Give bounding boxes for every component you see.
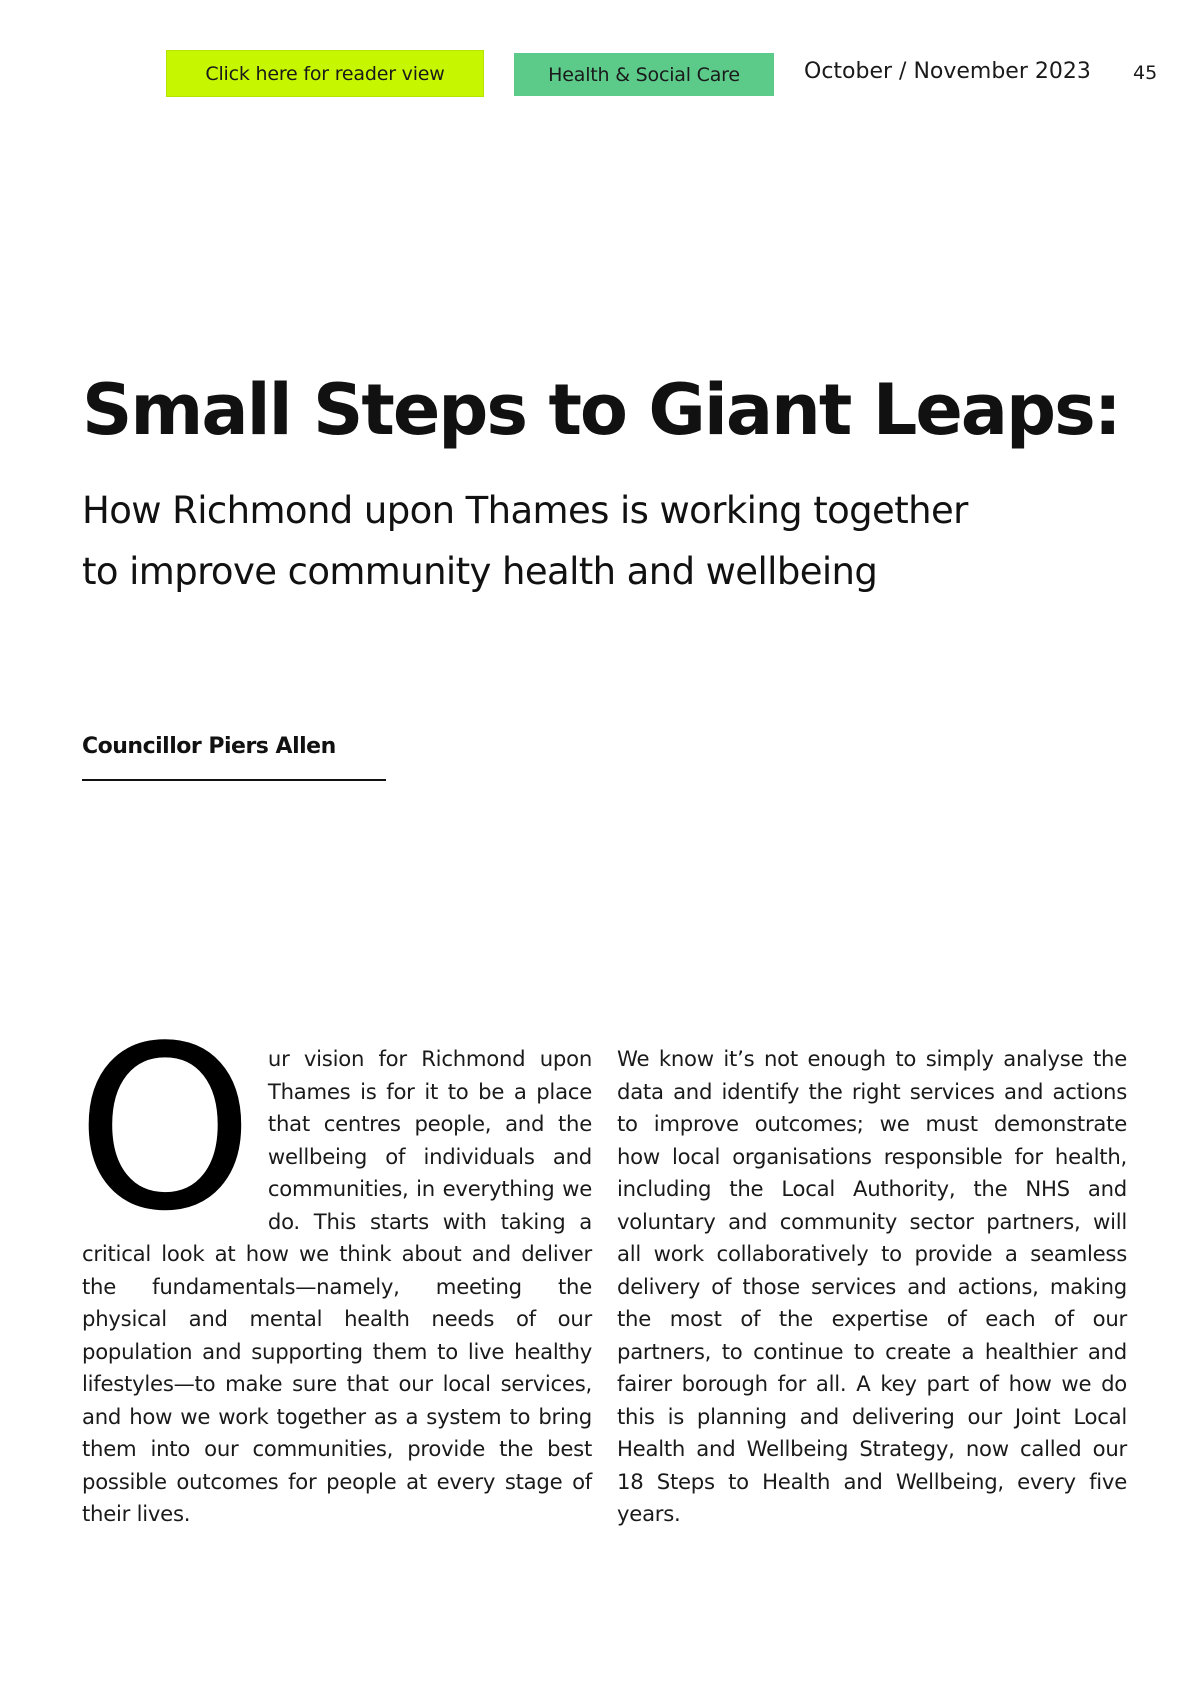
article-paragraph-1 [76, 998, 592, 1531]
article-title: Small Steps to Giant Leaps: [82, 369, 1120, 451]
author-byline: Councillor Piers Allen [82, 734, 336, 759]
page-number: 45 [1133, 62, 1158, 84]
reader-view-button[interactable]: Click here for reader view [166, 50, 484, 97]
article-subtitle [82, 480, 1132, 602]
subtitle-line-2: to improve community health and wellbeing [82, 550, 878, 593]
subtitle-line-1: How Richmond upon Thames is working together [82, 489, 968, 532]
section-badge: Health & Social Care [514, 53, 774, 96]
paragraph-1-text: ur vision for Richmond upon Thames is for it to be a place that centres people, and the wellbeing of individuals and communities, in everything we do. This starts with taking a critical look at how we think about and deliver the fundamentals—namely, meeting the physical and mental health needs of our population and supporting them to live healthy lifestyles—to make sure that our local services, and how we work together as a system to bring them into our communities, provide the best possible outcomes for people at every stage of their lives. [82, 1046, 592, 1526]
drop-cap: O [76, 998, 254, 1261]
article-paragraph-2: We know it’s not enough to simply analyse the data and identify the right services and actions to improve outcomes; we must demonstrate how local organisations responsible for health, including the Local Authority, the NHS and voluntary and community sector partners, will all work collaboratively to provide a seamless delivery of those services and actions, making the most of the expertise of each of our partners, to continue to create a healthier and fairer borough for all. A key part of how we do this is planning and delivering our Joint Local Health and Wellbeing Strategy, now called our 18 Steps to Health and Wellbeing, every five years. [617, 1046, 1127, 1526]
issue-date: October / November 2023 [804, 59, 1091, 84]
author-divider [82, 779, 386, 781]
